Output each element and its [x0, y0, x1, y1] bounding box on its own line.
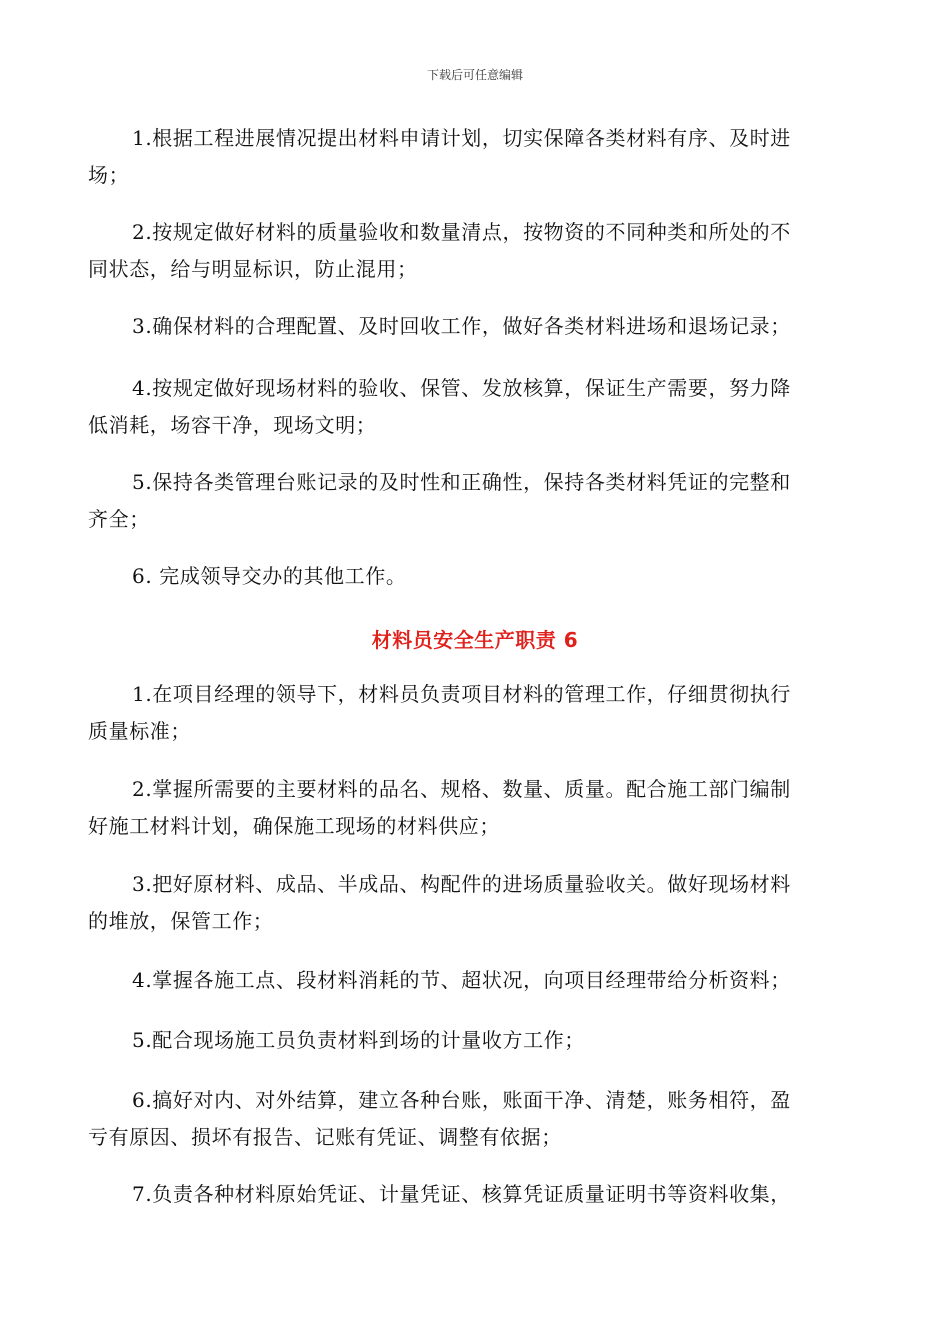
list-item	[88, 866, 863, 940]
line: 好施工材料计划，确保施工现场的材料供应；	[88, 814, 500, 838]
line: 5.保持各类管理台账记录的及时性和正确性，保持各类材料凭证的完整和	[132, 470, 791, 494]
list-item	[88, 962, 863, 999]
list-item	[88, 558, 863, 595]
line: 的堆放，保管工作；	[88, 909, 274, 933]
line: 场；	[88, 163, 130, 187]
line: 4.按规定做好现场材料的验收、保管、发放核算，保证生产需要，努力降	[132, 376, 791, 400]
line: 质量标准；	[88, 719, 191, 743]
line: 同状态，给与明显标识，防止混用；	[88, 257, 418, 281]
line: 低消耗，场容干净，现场文明；	[88, 413, 377, 437]
list-item	[88, 308, 863, 345]
line: 6. 完成领导交办的其他工作。	[132, 564, 407, 588]
list-item	[88, 464, 863, 538]
line: 亏有原因、损坏有报告、记账有凭证、调整有依据；	[88, 1125, 562, 1149]
list-item	[88, 771, 863, 845]
list-item	[88, 1082, 863, 1156]
line: 3.把好原材料、成品、半成品、构配件的进场质量验收关。做好现场材料	[132, 872, 791, 896]
line: 6.搞好对内、对外结算，建立各种台账，账面干净、清楚，账务相符，盈	[132, 1088, 791, 1112]
line: 齐全；	[88, 507, 150, 531]
line: 1.在项目经理的领导下，材料员负责项目材料的管理工作，仔细贯彻执行	[132, 682, 791, 706]
list-item	[88, 120, 863, 194]
line: 4.掌握各施工点、段材料消耗的节、超状况，向项目经理带给分析资料；	[132, 968, 791, 992]
line: 5.配合现场施工员负责材料到场的计量收方工作；	[132, 1028, 585, 1052]
list-item	[88, 676, 863, 750]
list-item	[88, 214, 863, 288]
list-item	[88, 1176, 863, 1213]
section-heading: 材料员安全生产职责 6	[371, 628, 579, 652]
line: 1.根据工程进展情况提出材料申请计划，切实保障各类材料有序、及时进	[132, 126, 791, 150]
line: 3.确保材料的合理配置、及时回收工作，做好各类材料进场和退场记录；	[132, 314, 791, 338]
list-item	[88, 370, 863, 444]
line: 2.掌握所需要的主要材料的品名、规格、数量、质量。配合施工部门编制	[132, 777, 791, 801]
page-header: 下载后可任意编辑	[426, 68, 523, 82]
line: 2.按规定做好材料的质量验收和数量清点，按物资的不同种类和所处的不	[132, 220, 791, 244]
line: 7.负责各种材料原始凭证、计量凭证、核算凭证质量证明书等资料收集，	[132, 1182, 791, 1206]
list-item	[88, 1022, 863, 1059]
